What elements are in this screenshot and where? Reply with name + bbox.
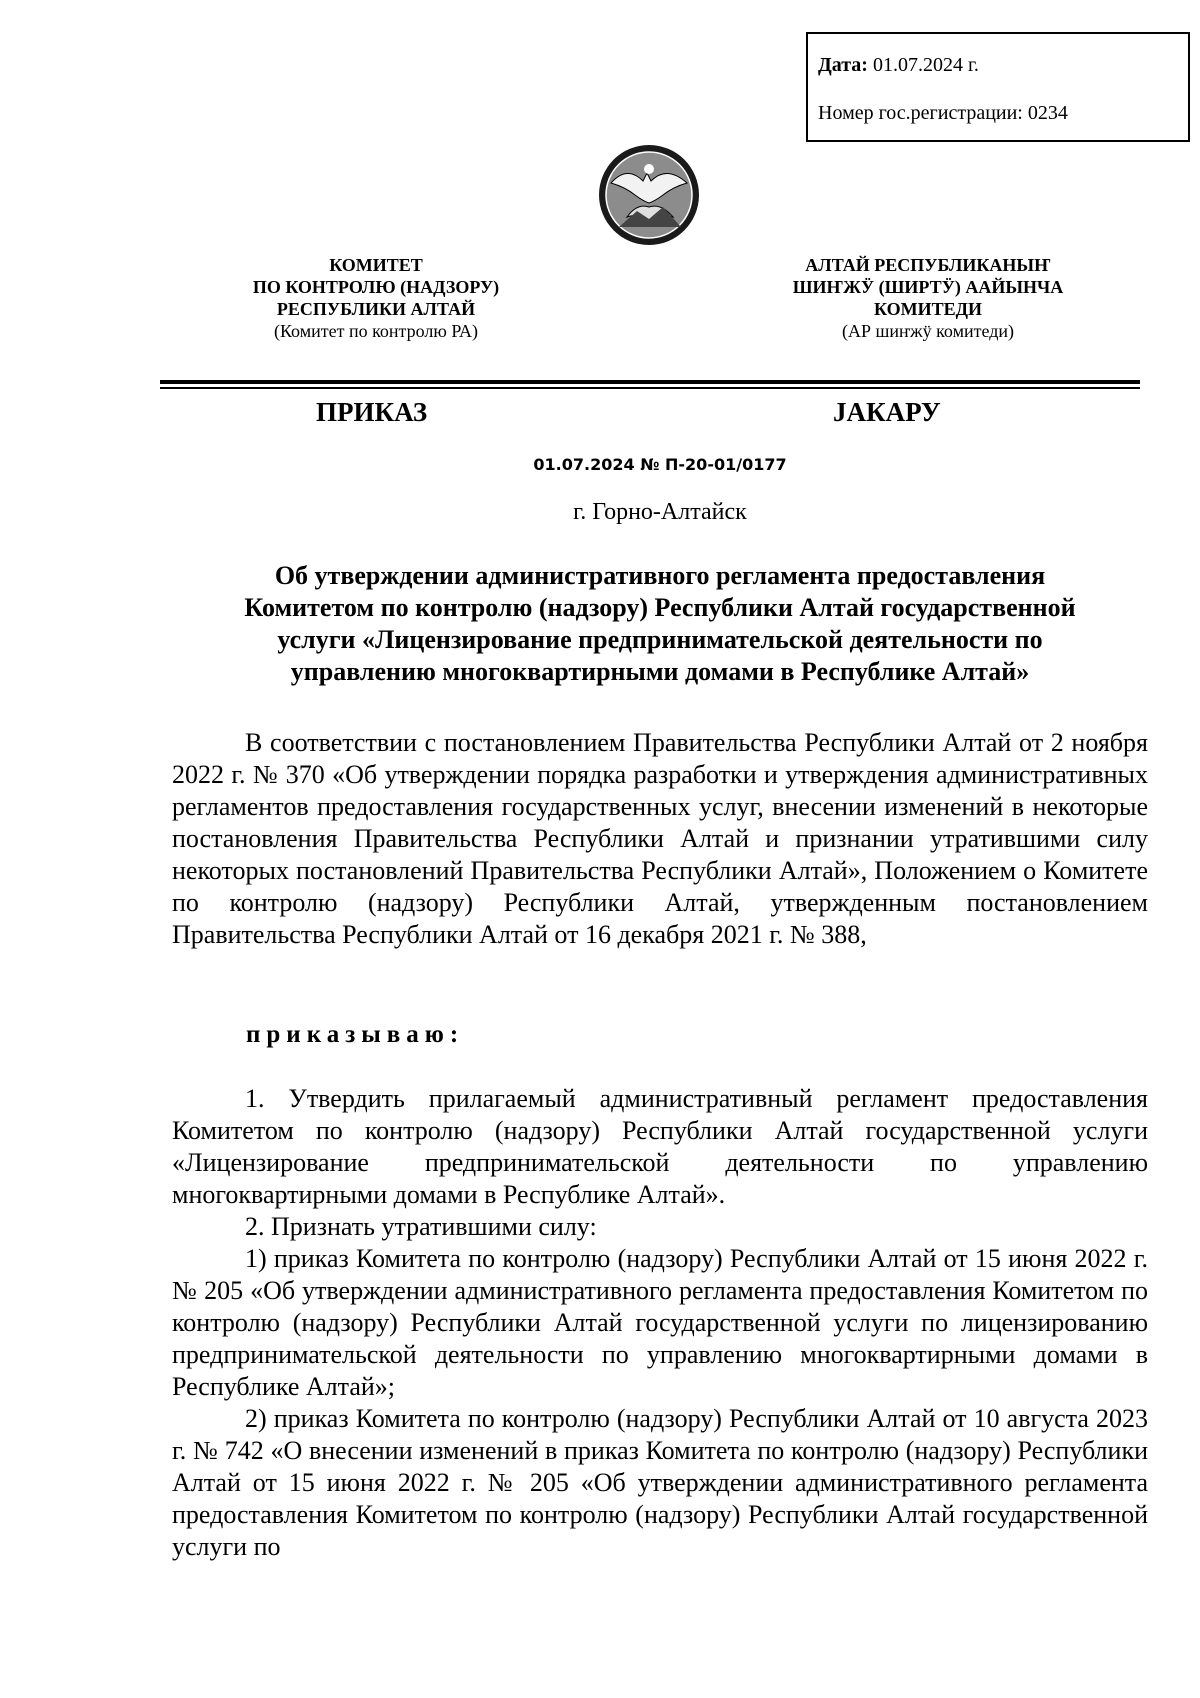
registration-number: Номер гос.регистрации: 0234 xyxy=(818,102,1068,124)
header-left-line4: (Комитет по контролю РА) xyxy=(273,321,479,341)
order-title-russian: ПРИКАЗ xyxy=(316,397,428,427)
document-title xyxy=(172,560,1148,688)
order-number: 01.07.2024 № П-20-01/0177 xyxy=(533,455,787,474)
header-left-line1: КОМИТЕТ xyxy=(329,255,423,275)
header-right-line3: КОМИТЕДИ xyxy=(874,299,982,319)
coat-of-arms-emblem xyxy=(597,143,701,247)
header-left-line2: ПО КОНТРОЛЮ (НАДЗОРУ) xyxy=(252,277,500,297)
title-line: Об утверждении административного регламента предоставления xyxy=(274,561,1046,590)
header-left-line3: РЕСПУБЛИКИ АЛТАЙ xyxy=(276,299,476,319)
header-right-committee xyxy=(708,254,1148,342)
order-item: 1. Утвердить прилагаемый административный регламент предоставления Комитетом по контролю (надзору) Республики Алтай государственной услуги «Лицензирование предпринимательской деятельности по управлению многоквартирными домами в Республике Алтай». xyxy=(172,1084,1148,1209)
registration-date: Дата: 01.07.2024 г. xyxy=(818,54,979,76)
header-right-line2: ШИҤЖӰ (ШИРТӰ) ААЙЫНЧА xyxy=(792,277,1064,297)
order-item: 2. Признать утратившими силу: xyxy=(245,1212,597,1241)
order-items xyxy=(172,1083,1148,1563)
header-left-committee xyxy=(156,254,596,342)
order-item: 1) приказ Комитета по контролю (надзору) Республики Алтай от 15 июня 2022 г. № 205 «Об утверждении административного регламента предоставления Комитетом по контролю (надзору) Республики Алтай государственной услуги по лицензированию предпринимательской деятельности по управлению многоквартирными домами в Республике Алтай»; xyxy=(172,1244,1148,1401)
title-line: управлению многоквартирными домами в Республике Алтай» xyxy=(290,657,1030,686)
registration-stamp xyxy=(806,32,1190,142)
order-word: приказываю: xyxy=(246,1021,465,1048)
header-right-line1: АЛТАЙ РЕСПУБЛИКАНЫҤ xyxy=(805,255,1051,275)
header-divider-thick xyxy=(160,380,1140,384)
order-item: 2) приказ Комитета по контролю (надзору) Республики Алтай от 10 августа 2023 г. № 742 «О внесении изменений в приказ Комитета по контролю (надзору) Республики Алтай от 15 июня 2022 г. № 205 «Об утверждении административного регламента предоставления Комитетом по контролю (надзору) Республики Алтай государственной услуги по xyxy=(172,1404,1148,1561)
header-divider-thin xyxy=(160,387,1140,389)
order-city: г. Горно-Алтайск xyxy=(573,499,747,525)
header-right-line4: (АР шиҥжӱ комитеди) xyxy=(841,321,1015,341)
preamble-paragraph: В соответствии с постановлением Правительства Республики Алтай от 2 ноября 2022 г. № 370 «Об утверждении порядка разработки и утверждения административных регламентов предоставления государственных услуг, внесении изменений в некоторые постановления Правительства Республики Алтай и признании утратившими силу некоторых постановлений Правительства Республики Алтай», Положением о Комитете по контролю (надзору) Республики Алтай, утвержденным постановлением Правительства Республики Алтай от 16 декабря 2021 г. № 388, xyxy=(172,728,1148,949)
title-line: Комитетом по контролю (надзору) Республики Алтай государственной xyxy=(244,593,1076,622)
order-title-altai: ЈАКАРУ xyxy=(833,397,941,427)
title-line: услуги «Лицензирование предпринимательской деятельности по xyxy=(277,625,1043,654)
